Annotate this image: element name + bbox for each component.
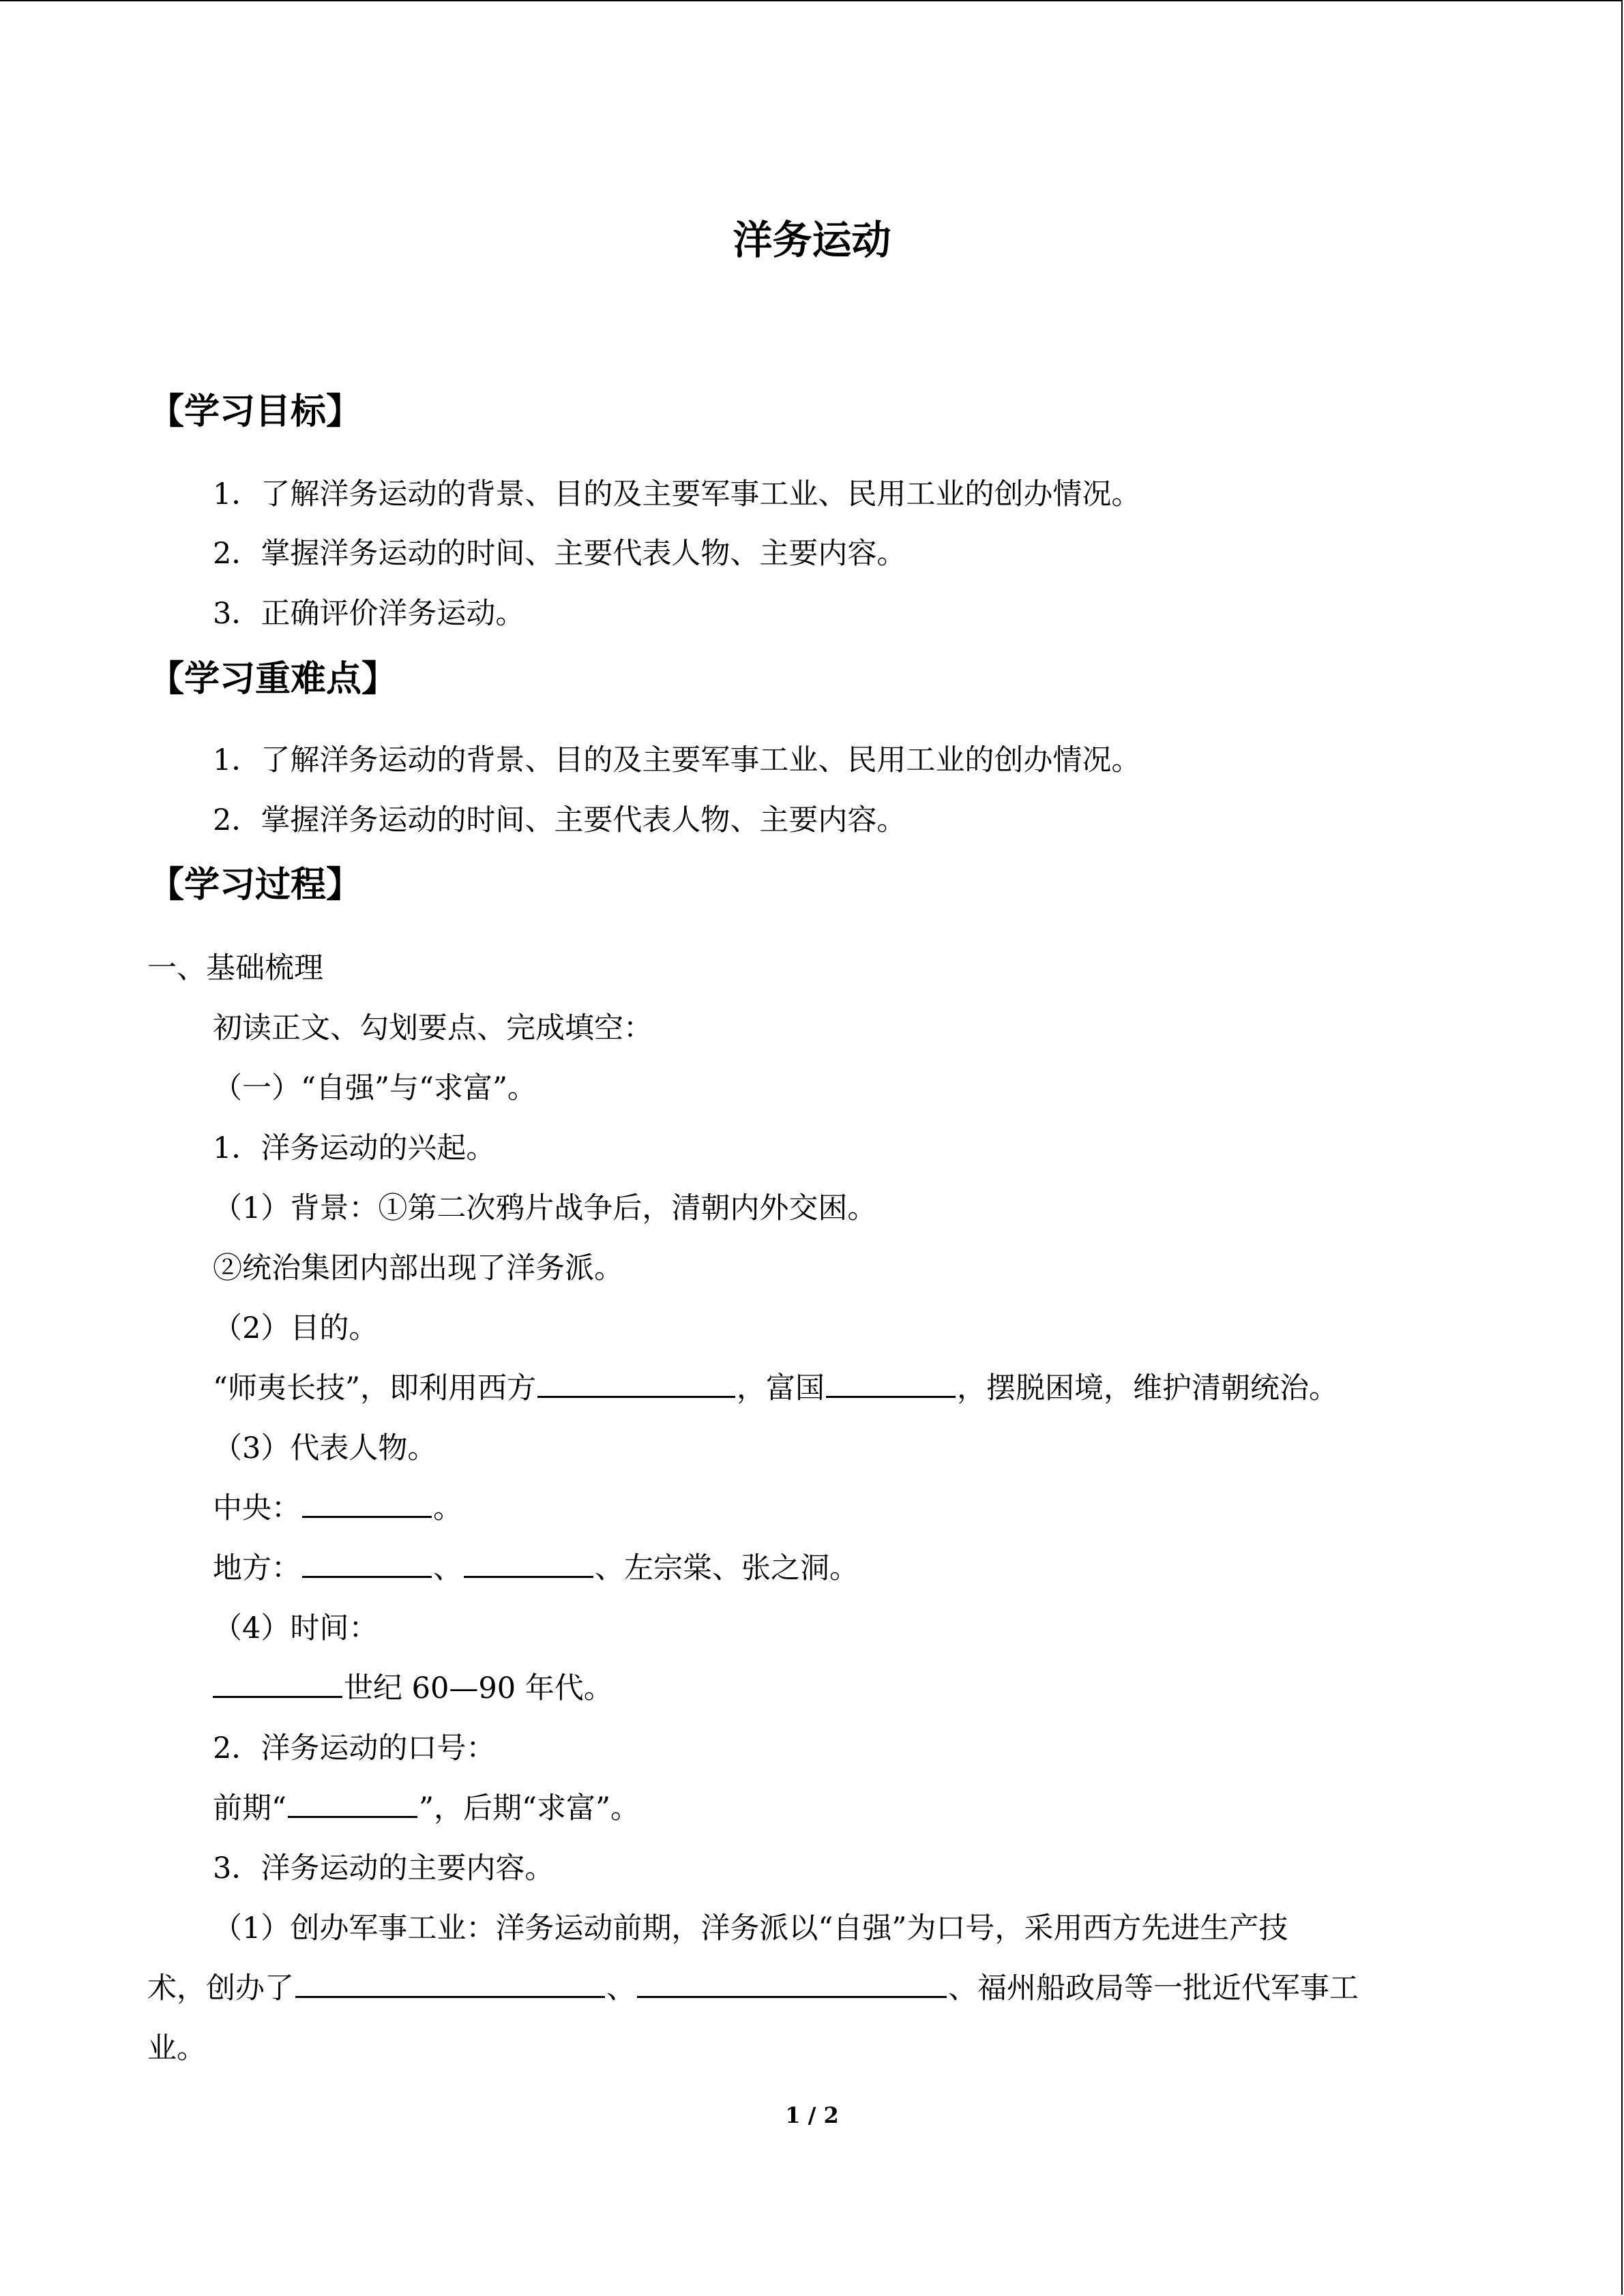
subsection-title: （一）“自强”与“求富”。 <box>213 1071 537 1105</box>
century-line <box>213 1668 613 1709</box>
fill-blank <box>295 1969 605 1998</box>
fill-blank <box>302 1549 432 1578</box>
slogan-text-a: 前期“ <box>213 1791 286 1825</box>
background-line-1: （1）背景：①第二次鸦片战争后，清朝内外交困。 <box>213 1191 877 1225</box>
military-text-c: 、福州船政局等一批近代军事工 <box>948 1971 1359 2006</box>
local-line <box>213 1548 859 1589</box>
fill-blank <box>637 1969 947 1998</box>
purpose-heading: （2）目的。 <box>213 1311 379 1345</box>
local-rest: 、左宗棠、张之洞。 <box>595 1551 859 1585</box>
fill-blank <box>537 1369 735 1398</box>
time-heading: （4）时间： <box>213 1611 379 1645</box>
content-heading: 3．洋务运动的主要内容。 <box>213 1851 555 1885</box>
key-point-item-2: 2．掌握洋务运动的时间、主要代表人物、主要内容。 <box>213 803 906 837</box>
purpose-text-b: ，富国 <box>736 1371 825 1405</box>
military-text-b: 、 <box>606 1971 636 2006</box>
local-label: 地方： <box>213 1551 301 1585</box>
fill-blank <box>826 1369 956 1398</box>
goal-item-2: 2．掌握洋务运动的时间、主要代表人物、主要内容。 <box>213 537 906 571</box>
slogan-line <box>213 1788 640 1829</box>
instruction-text: 初读正文、勾划要点、完成填空： <box>213 1011 653 1045</box>
central-line <box>213 1488 462 1529</box>
fill-blank <box>302 1489 432 1518</box>
section-heading-process: 【学习过程】 <box>149 865 362 906</box>
fill-blank <box>464 1549 593 1578</box>
century-text: 世纪 60—90 年代。 <box>344 1671 613 1705</box>
figures-heading: （3）代表人物。 <box>213 1431 437 1465</box>
military-line-1: （1）创办军事工业：洋务运动前期，洋务派以“自强”为口号，采用西方先进生产技 <box>213 1911 1288 1945</box>
central-label: 中央： <box>213 1491 301 1525</box>
military-line-3: 业。 <box>147 2031 206 2066</box>
fill-blank <box>213 1669 342 1698</box>
part-heading: 一、基础梳理 <box>147 951 323 985</box>
purpose-line <box>213 1368 1338 1409</box>
section-heading-goals: 【学习目标】 <box>149 391 362 432</box>
purpose-text-a: “师夷长技”，即利用西方 <box>213 1371 536 1405</box>
page-title: 洋务运动 <box>733 217 891 263</box>
key-point-item-1: 1．了解洋务运动的背景、目的及主要军事工业、民用工业的创办情况。 <box>213 743 1141 777</box>
goal-item-3: 3．正确评价洋务运动。 <box>213 597 525 631</box>
goal-item-1: 1．了解洋务运动的背景、目的及主要军事工业、民用工业的创办情况。 <box>213 477 1141 511</box>
military-text-a: 术，创办了 <box>147 1971 294 2006</box>
military-line-2 <box>147 1968 1359 2009</box>
section-heading-key-points: 【学习重难点】 <box>149 659 398 700</box>
local-sep: 、 <box>433 1551 462 1585</box>
background-line-2: ②统治集团内部出现了洋务派。 <box>213 1251 623 1285</box>
rise-heading: 1．洋务运动的兴起。 <box>213 1131 496 1165</box>
slogan-heading: 2．洋务运动的口号： <box>213 1731 496 1765</box>
fill-blank <box>288 1789 417 1818</box>
central-end: 。 <box>433 1491 462 1525</box>
purpose-text-c: ，摆脱困境，维护清朝统治。 <box>956 1371 1338 1405</box>
page-number: 1 / 2 <box>785 2102 839 2128</box>
slogan-text-b: ”，后期“求富”。 <box>418 1791 640 1825</box>
